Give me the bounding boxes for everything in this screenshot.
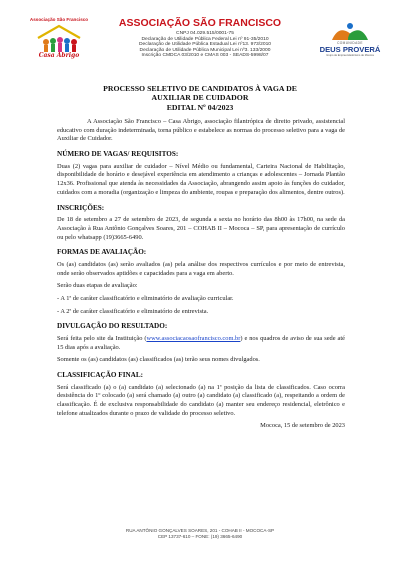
section-heading-classificacao: CLASSIFICAÇÃO FINAL:	[57, 371, 144, 380]
divulgacao-text-after: ) e nos quadros de aviso de sua sede até 15 dias após a avaliação.	[57, 334, 345, 351]
logo-left-bottom-text: Casa Abrigo	[38, 52, 80, 59]
org-name: ASSOCIAÇÃO SÃO FRANCISCO	[118, 17, 282, 29]
date-line: Mococa, 15 de setembro de 2023	[260, 422, 345, 430]
registration-line: Declaração de Utilidade Pública Municipal Lei nº3. 133/2000	[139, 47, 271, 53]
document-title	[0, 84, 400, 112]
section-heading-inscricoes: INSCRIÇÕES:	[57, 203, 105, 212]
logo-right-sub: Grupo de Empreendedorismo de Mococa	[326, 54, 374, 57]
registration-line: Declaração de Utilidade Pública Federal Lei nº 91-35/2010	[141, 36, 269, 42]
section-text-vagas: Duas (2) vagas para auxiliar de cuidador – Nível Médio ou fundamental, Carteira Nacional de Habilitação, disponibilidade de horário e desejável experiência em atendimento a crianças e adolescentes – Jornada Plantão 12x36. Profissional que atenda às necessidades da Associação, abrangendo assim apoio às funções do cuidador, cuidados com a moradia (organização e limpeza do ambiente, roupas e preparação dos alimentos, dentre outros).	[57, 162, 345, 196]
footer-line-2: CEP 13737-610 – FONE: (19) 3665-6490	[157, 534, 243, 539]
logo-left-top-text: Associação São Francisco	[29, 17, 89, 22]
title-line-3: EDITAL Nº 04/2023	[166, 102, 234, 112]
footer-line-1: RUA ANTÔNIO GONÇALVES SOARES, 201 - COHAB II - MOCOCA-SP	[125, 528, 275, 533]
registration-line: Inscrição CMDCA 03/2010 e CMAS 003 - SEADS-5998/07	[141, 53, 269, 59]
section-text-divulgacao	[57, 335, 345, 352]
section-heading-divulgacao: DIVULGAÇÃO DO RESULTADO:	[57, 322, 168, 331]
title-line-2: AUXILIAR DE CUIDADOR	[151, 93, 249, 103]
section-heading-avaliacao: FORMAS DE AVALIAÇÃO:	[57, 248, 147, 257]
intro-paragraph: A Associação São Francisco – Casa Abrigo, associação filantrópica de direito privado, assistencial educativo com duração indeterminada, torna público e estabelece as normas do processo seletivo para a vaga de Auxiliar de Cuidador.	[57, 118, 345, 143]
avaliacao-stage-2: - A 2ª de caráter classificatório e eliminatório de entrevista.	[57, 307, 209, 315]
title-line-1: PROCESSO SELETIVO DE CANDIDATOS À VAGA DE	[103, 84, 297, 93]
divulgacao-text-before: Será feita pelo site da Instituição (	[57, 334, 147, 342]
avaliacao-stage-1: - A 1ª de caráter classificatório e eliminatório de avaliação curricular.	[57, 294, 234, 302]
registration-line: CNPJ 04.029.515/0001-75	[176, 31, 234, 36]
section-text-inscricoes: De 18 de setembro a 27 de setembro de 2023, de segunda a sexta no horário das 8h00 às 17h00, na sede da Associação à Rua Antônio Gonçalves Soares, 201 – COHAB II – Mococa – SP, para apresentação de currículo ou pelo whatsapp (19)3665-6490.	[57, 216, 345, 241]
logo-right-small-text: COMUNIDADE	[337, 41, 363, 45]
section-text-classificacao: Será classificado (a) o (a) candidato (a) selecionado (a) na 1ª posição da lista de classificados. Caso ocorra desistência do 1º colocado (a) será chamado (a) outro (a) candidato (a) classificado (a), respeitando a ordem de classificação. É de exclusiva responsabilidade do candidato (a) manter seu endereço residencial, eletrônico e telefone atualizados durante o prazo de validade do processo seletivo.	[57, 383, 345, 417]
logo-right-name: DEUS PROVERÁ	[319, 45, 381, 54]
registration-line: Declaração de Utilidade Pública Estadual Lei nº13. 973/2010	[138, 42, 272, 48]
section-text-avaliacao: Os (as) candidatos (as) serão avaliados (as) pela análise dos respectivos currículos e por meio de entrevista, onde serão observados aptidões e capacidades para a vaga em aberto.	[57, 260, 345, 277]
section-heading-vagas: NÚMERO DE VAGAS/ REQUISITOS:	[57, 150, 179, 159]
institution-website-link[interactable]: www.associacaosaofrancisco.com.br	[146, 334, 241, 342]
registration-block	[110, 31, 300, 59]
avaliacao-stages-intro: Serão duas etapas de avaliação:	[57, 282, 138, 290]
footer-address	[0, 528, 400, 540]
section-text-divulgacao-2: Somente os (as) candidatos (as) classificados (as) terão seus nomes divulgados.	[57, 356, 260, 364]
document-body	[57, 118, 345, 435]
